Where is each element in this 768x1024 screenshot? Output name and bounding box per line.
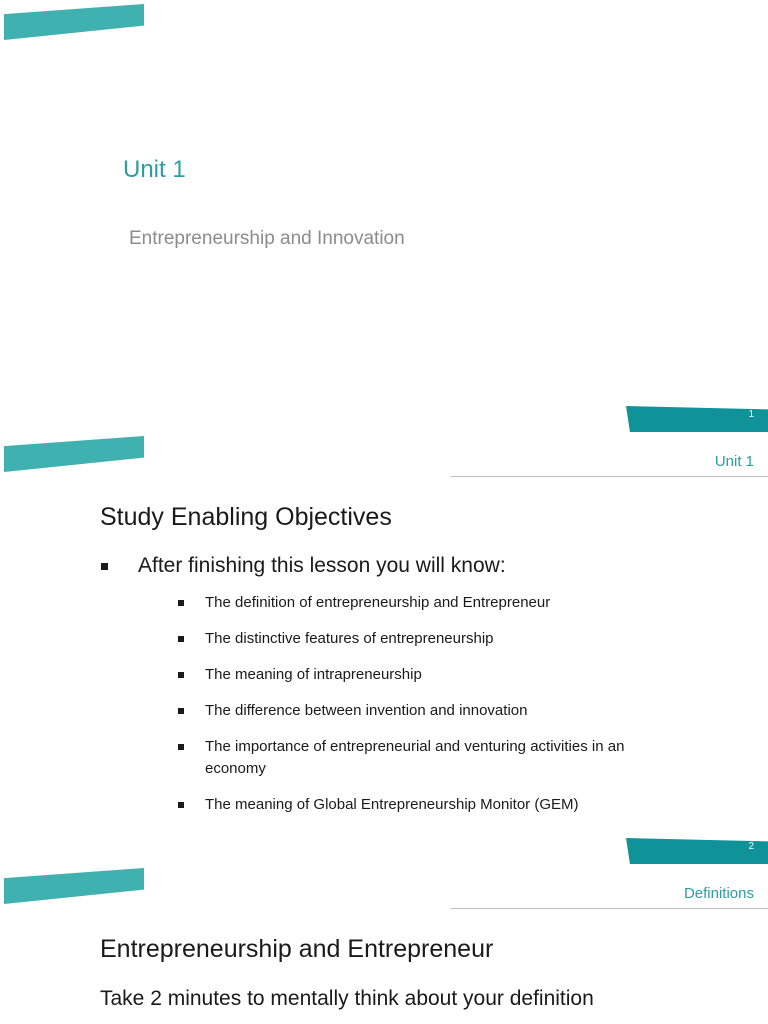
objective-item: The difference between invention and innovation	[138, 700, 620, 722]
objective-item: The meaning of intrapreneurship	[138, 664, 620, 686]
unit-title: Unit 1	[123, 156, 186, 183]
slide-heading: Entrepreneurship and Entrepreneur	[100, 935, 494, 963]
section-label: Unit 1	[714, 453, 754, 470]
section-label: Definitions	[683, 885, 754, 902]
slide-heading: Study Enabling Objectives	[100, 503, 392, 531]
top-accent-shape	[4, 868, 144, 904]
slide-number: 2	[748, 841, 754, 852]
slide-1	[0, 0, 768, 432]
top-accent-shape	[4, 436, 144, 472]
slide-number-tab	[626, 406, 768, 432]
objectives-sublist	[138, 592, 625, 816]
slide-number-tab	[626, 838, 768, 864]
objectives-list	[100, 554, 625, 830]
slide-2	[0, 432, 768, 864]
top-accent-shape	[4, 4, 144, 40]
header-divider	[451, 476, 768, 477]
unit-subtitle: Entrepreneurship and Innovation	[129, 228, 405, 249]
objectives-intro	[100, 554, 625, 816]
definition-prompt: Take 2 minutes to mentally think about your definition	[100, 987, 594, 1010]
slide-number: 1	[748, 409, 754, 420]
objective-item: The meaning of Global Entrepreneurship Monitor (GEM)	[138, 794, 620, 816]
header-divider	[451, 908, 768, 909]
objectives-intro-text: After finishing this lesson you will know:	[138, 554, 506, 577]
objective-item: The importance of entrepreneurial and venturing activities in an economy	[138, 736, 625, 780]
objective-item: The definition of entrepreneurship and Entrepreneur	[138, 592, 620, 614]
slide-3	[0, 864, 768, 1024]
objective-item: The distinctive features of entrepreneurship	[138, 628, 620, 650]
